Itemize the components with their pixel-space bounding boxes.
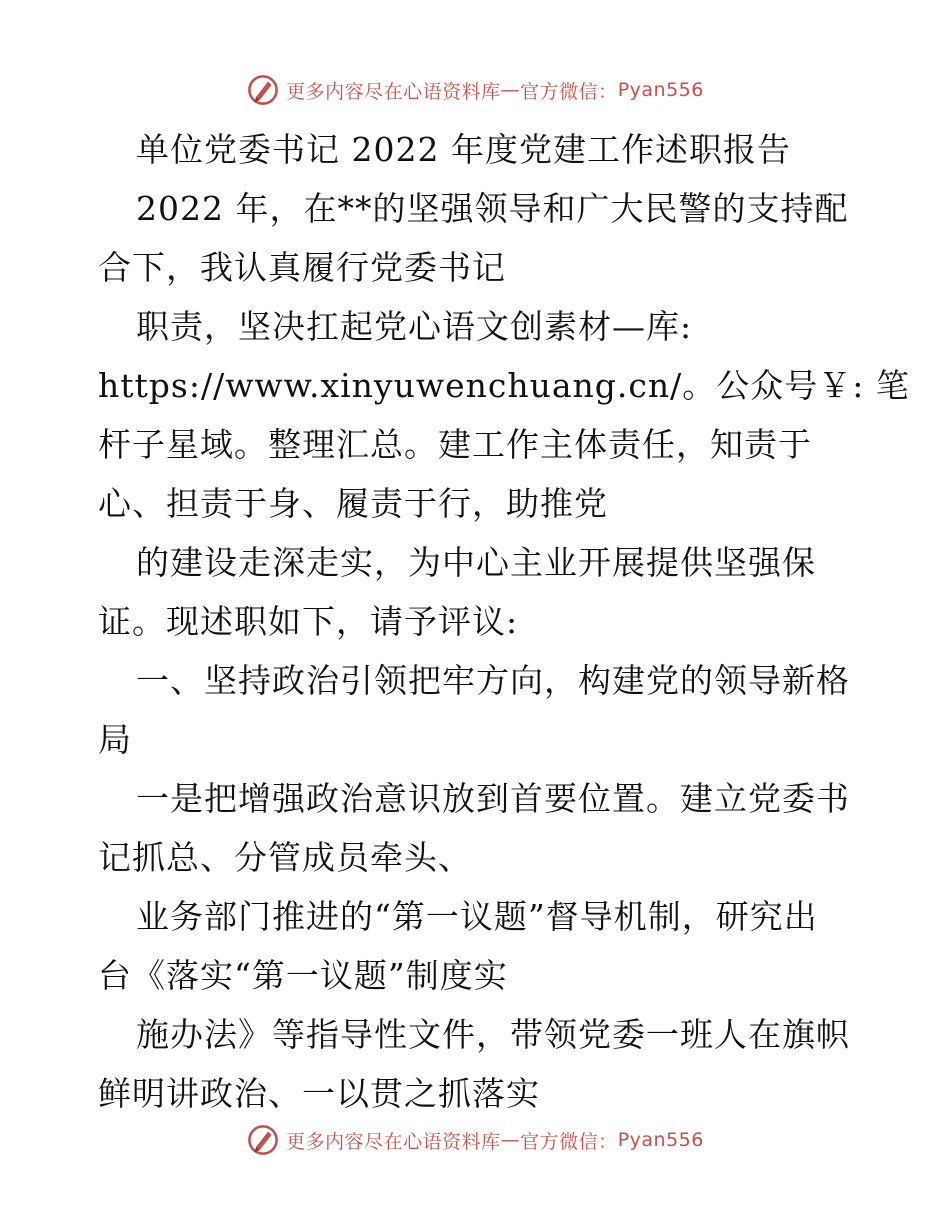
watermark-wechat-id: Pyan556 [617,1129,704,1151]
section-heading-cont: 局 [98,720,132,759]
watermark-separator: — [500,79,521,101]
text-line: 杆子星域。整理汇总。建工作主体责任，知责于 [98,425,812,464]
text-line: 业务部门推进的“第一议题”督导机制，研究出 [136,897,818,936]
text-line: 记抓总、分管成员牵头、 [98,838,472,877]
text-line: 的建设走深走实，为中心主业开展提供坚强保 [136,543,816,582]
footer-watermark [0,1120,950,1160]
text-line: 2022 年，在**的坚强领导和广大民警的支持配 [136,189,849,228]
watermark-text: 更多内容尽在心语资料库 [286,80,501,103]
watermark-text: 更多内容尽在心语资料库 [286,1130,501,1153]
watermark-wechat-id: Pyan556 [617,79,704,101]
text-line: 证。现述职如下，请予评议: [98,602,519,641]
header-watermark [0,70,950,110]
text-line: 心、担责于身、履责于行，助推党 [98,484,608,523]
watermark-separator: — [500,1129,521,1151]
text-line: 职责，坚决扛起党心语文创素材—库: [136,307,693,346]
section-heading: 一、坚持政治引领把牢方向，构建党的领导新格 [136,661,850,700]
text-line: 施办法》等指导性文件，带领党委一班人在旗帜 [136,1015,850,1054]
text-line: 一是把增强政治意识放到首要位置。建立党委书 [136,779,850,818]
pen-logo-icon [246,1123,280,1157]
text-line: https://www.xinyuwenchuang.cn/。公众号￥: 笔 [98,366,910,405]
text-line: 台《落实“第一议题”制度实 [98,956,508,995]
watermark-wechat-label: 官方微信： [520,80,618,103]
pen-logo-icon [246,73,280,107]
document-title: 单位党委书记 2022 年度党建工作述职报告 [136,130,791,169]
document-body [98,120,910,1123]
watermark-wechat-label: 官方微信： [520,1130,618,1153]
text-line: 合下，我认真履行党委书记 [98,248,506,287]
text-line: 鲜明讲政治、一以贯之抓落实 [98,1074,540,1113]
